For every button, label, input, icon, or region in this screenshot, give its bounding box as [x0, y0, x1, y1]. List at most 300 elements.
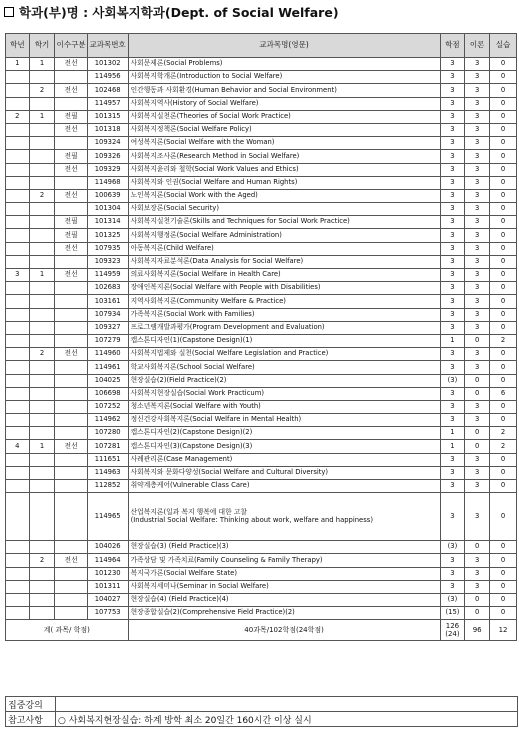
practice-cell: 0 [490, 295, 517, 308]
credit-cell: 3 [440, 308, 465, 321]
course-type-cell: 전필 [55, 229, 87, 242]
credit-cell: (3) [440, 374, 465, 387]
course-code-cell: 102468 [87, 84, 128, 97]
header-credit: 학점 [440, 34, 465, 58]
course-name-cell: 정신건강사회복지론(Social Welfare in Mental Health) [128, 414, 440, 427]
table-row [6, 137, 517, 150]
year-cell [6, 295, 30, 308]
credit-cell: 3 [440, 580, 465, 593]
course-name-cell: 지역사회복지론(Community Welfare & Practice) [128, 295, 440, 308]
course-code-cell: 106698 [87, 387, 128, 400]
intensive-lecture-value [56, 697, 518, 712]
header-year: 학년 [6, 34, 30, 58]
course-name-cell: 사회복지윤리와 철학(Social Work Values and Ethics) [128, 163, 440, 176]
course-type-cell [55, 414, 87, 427]
course-code-cell: 114957 [87, 97, 128, 110]
table-row [6, 58, 517, 71]
theory-cell: 3 [465, 400, 490, 413]
credit-cell: 3 [440, 453, 465, 466]
course-code-cell: 114963 [87, 466, 128, 479]
credit-cell: 3 [440, 84, 465, 97]
credit-cell: 3 [440, 137, 465, 150]
course-name-cell: 산업복지론(일과 복지 행복에 대한 고찰 (Industrial Social Welfare: Thinking about work, welfare and happiness) [128, 493, 440, 541]
course-code-cell: 114956 [87, 71, 128, 84]
year-cell [6, 242, 30, 255]
course-code-cell: 101318 [87, 123, 128, 136]
course-code-cell: 104026 [87, 541, 128, 554]
practice-cell: 0 [490, 216, 517, 229]
course-code-cell: 101311 [87, 580, 128, 593]
theory-cell: 3 [465, 137, 490, 150]
table-row [6, 580, 517, 593]
course-type-cell [55, 567, 87, 580]
semester-cell [29, 480, 55, 493]
course-name-cell: 현장실습(2)(Field Practice)(2) [128, 374, 440, 387]
credit-cell: 3 [440, 480, 465, 493]
semester-cell: 1 [29, 110, 55, 123]
course-name-cell: 사회복지와 문화다양성(Social Welfare and Cultural Diversity) [128, 466, 440, 479]
course-code-cell: 111651 [87, 453, 128, 466]
course-code-cell: 114965 [87, 493, 128, 541]
year-cell [6, 567, 30, 580]
course-code-cell: 101315 [87, 110, 128, 123]
course-code-cell: 109324 [87, 137, 128, 150]
course-name-cell: 사회복지행정론(Social Welfare Administration) [128, 229, 440, 242]
theory-cell: 3 [465, 414, 490, 427]
practice-cell: 0 [490, 567, 517, 580]
course-name-cell: 사회복지실천론(Theories of Social Work Practice) [128, 110, 440, 123]
practice-cell: 0 [490, 110, 517, 123]
course-type-cell [55, 308, 87, 321]
semester-cell [29, 229, 55, 242]
table-row [6, 607, 517, 620]
course-code-cell: 107753 [87, 607, 128, 620]
year-cell [6, 321, 30, 334]
theory-cell: 3 [465, 163, 490, 176]
table-row [6, 321, 517, 334]
practice-cell: 0 [490, 593, 517, 606]
course-type-cell [55, 427, 87, 440]
theory-cell: 3 [465, 110, 490, 123]
credit-cell: 3 [440, 189, 465, 202]
semester-cell: 2 [29, 189, 55, 202]
course-type-cell [55, 493, 87, 541]
course-type-cell [55, 480, 87, 493]
total-theory: 96 [465, 620, 490, 641]
course-code-cell: 109323 [87, 255, 128, 268]
credit-cell: 3 [440, 255, 465, 268]
theory-cell: 3 [465, 189, 490, 202]
theory-cell: 3 [465, 97, 490, 110]
table-row [6, 163, 517, 176]
course-type-cell: 전선 [55, 440, 87, 453]
credit-cell: 1 [440, 334, 465, 347]
table-row [6, 229, 517, 242]
practice-cell: 0 [490, 554, 517, 567]
year-cell [6, 84, 30, 97]
total-label: 계( 과목/ 학점) [6, 620, 129, 641]
course-code-cell: 107934 [87, 308, 128, 321]
credit-cell: (3) [440, 593, 465, 606]
table-row [6, 71, 517, 84]
course-name-cell: 복지국가론(Social Welfare State) [128, 567, 440, 580]
course-name-cell: 캡스톤디자인(1)(Capstone Design)(1) [128, 334, 440, 347]
practice-cell: 0 [490, 137, 517, 150]
theory-cell: 0 [465, 334, 490, 347]
credit-cell: 3 [440, 466, 465, 479]
year-cell [6, 189, 30, 202]
practice-cell: 0 [490, 255, 517, 268]
course-code-cell: 114962 [87, 414, 128, 427]
table-row [6, 374, 517, 387]
table-row [6, 295, 517, 308]
credit-cell: 3 [440, 414, 465, 427]
theory-cell: 3 [465, 580, 490, 593]
year-cell [6, 150, 30, 163]
table-row [6, 110, 517, 123]
practice-cell: 0 [490, 203, 517, 216]
credit-cell: (3) [440, 541, 465, 554]
practice-cell: 2 [490, 427, 517, 440]
practice-cell: 0 [490, 414, 517, 427]
intensive-lecture-label: 집중강의 [6, 697, 56, 712]
credit-cell: 3 [440, 123, 465, 136]
practice-cell: 0 [490, 374, 517, 387]
semester-cell [29, 176, 55, 189]
theory-cell: 3 [465, 216, 490, 229]
course-code-cell: 101325 [87, 229, 128, 242]
course-name-cell: 사회복지와 인권(Social Welfare and Human Rights) [128, 176, 440, 189]
practice-cell: 0 [490, 493, 517, 541]
course-name-cell: 캡스톤디자인(3)(Capstone Design)(3) [128, 440, 440, 453]
course-name-cell: 가족상담 및 가족치료(Family Counseling & Family Therapy) [128, 554, 440, 567]
table-row [6, 242, 517, 255]
year-cell [6, 414, 30, 427]
theory-cell: 3 [465, 348, 490, 361]
credit-cell: 3 [440, 97, 465, 110]
credit-cell: 3 [440, 282, 465, 295]
practice-cell: 0 [490, 84, 517, 97]
year-cell [6, 400, 30, 413]
year-cell: 2 [6, 110, 30, 123]
credit-cell: 3 [440, 163, 465, 176]
course-name-cell: 사회복지정책론(Social Welfare Policy) [128, 123, 440, 136]
year-cell: 3 [6, 269, 30, 282]
theory-cell: 3 [465, 203, 490, 216]
year-cell [6, 361, 30, 374]
course-code-cell: 107252 [87, 400, 128, 413]
page-title-text: 학과(부)명 : 사회복지학과(Dept. of Social Welfare) [19, 5, 339, 20]
course-name-cell: 가족복지론(Social Work with Families) [128, 308, 440, 321]
course-name-cell: 취약계층케어(Vulnerable Class Care) [128, 480, 440, 493]
table-row [6, 593, 517, 606]
semester-cell [29, 150, 55, 163]
semester-cell [29, 71, 55, 84]
course-type-cell [55, 361, 87, 374]
course-name-cell: 여성복지론(Social Welfare with the Woman) [128, 137, 440, 150]
semester-cell [29, 607, 55, 620]
header-course-code: 교과목번호 [87, 34, 128, 58]
header-theory: 이론 [465, 34, 490, 58]
course-code-cell: 109326 [87, 150, 128, 163]
theory-cell: 3 [465, 229, 490, 242]
year-cell [6, 137, 30, 150]
theory-cell: 3 [465, 480, 490, 493]
table-row [6, 123, 517, 136]
course-type-cell [55, 203, 87, 216]
course-code-cell: 114968 [87, 176, 128, 189]
course-type-cell [55, 137, 87, 150]
course-type-cell: 전선 [55, 189, 87, 202]
course-name-cell: 청소년복지론(Social Welfare with Youth) [128, 400, 440, 413]
semester-cell [29, 216, 55, 229]
semester-cell [29, 414, 55, 427]
practice-cell: 0 [490, 348, 517, 361]
header-course-name: 교과목명(영문) [128, 34, 440, 58]
theory-cell: 3 [465, 150, 490, 163]
theory-cell: 3 [465, 176, 490, 189]
practice-cell: 0 [490, 123, 517, 136]
year-cell [6, 453, 30, 466]
course-code-cell: 109329 [87, 163, 128, 176]
semester-cell [29, 427, 55, 440]
year-cell [6, 334, 30, 347]
course-code-cell: 112852 [87, 480, 128, 493]
practice-cell: 0 [490, 607, 517, 620]
theory-cell: 0 [465, 374, 490, 387]
course-code-cell: 114961 [87, 361, 128, 374]
header-semester: 학기 [29, 34, 55, 58]
year-cell [6, 348, 30, 361]
semester-cell [29, 567, 55, 580]
credit-cell: 3 [440, 176, 465, 189]
credit-cell: 3 [440, 348, 465, 361]
semester-cell [29, 453, 55, 466]
theory-cell: 3 [465, 308, 490, 321]
course-code-cell: 100639 [87, 189, 128, 202]
table-row [6, 387, 517, 400]
course-name-cell: 사회복지법제와 실천(Social Welfare Legislation and Practice) [128, 348, 440, 361]
year-cell [6, 71, 30, 84]
semester-cell [29, 541, 55, 554]
course-type-cell [55, 321, 87, 334]
year-cell [6, 123, 30, 136]
course-type-cell [55, 282, 87, 295]
theory-cell: 0 [465, 593, 490, 606]
curriculum-table [5, 33, 517, 641]
credit-cell: 3 [440, 361, 465, 374]
course-type-cell: 전선 [55, 554, 87, 567]
course-code-cell: 114960 [87, 348, 128, 361]
practice-cell: 0 [490, 361, 517, 374]
header-practice: 실습 [490, 34, 517, 58]
credit-cell: 3 [440, 203, 465, 216]
credit-cell: 3 [440, 295, 465, 308]
year-cell [6, 176, 30, 189]
semester-cell [29, 97, 55, 110]
course-type-cell [55, 334, 87, 347]
table-row [6, 189, 517, 202]
table-row [6, 216, 517, 229]
practice-cell: 0 [490, 269, 517, 282]
semester-cell: 1 [29, 58, 55, 71]
credit-cell: 3 [440, 216, 465, 229]
semester-cell: 1 [29, 440, 55, 453]
year-cell [6, 255, 30, 268]
year-cell [6, 387, 30, 400]
course-type-cell [55, 387, 87, 400]
course-type-cell [55, 374, 87, 387]
course-type-cell [55, 295, 87, 308]
course-name-cell: 사회복지현장실습(Social Work Practicum) [128, 387, 440, 400]
semester-cell [29, 334, 55, 347]
semester-cell [29, 361, 55, 374]
course-name-cell: 인간행동과 사회환경(Human Behavior and Social Environment) [128, 84, 440, 97]
semester-cell [29, 321, 55, 334]
year-cell [6, 427, 30, 440]
course-type-cell [55, 453, 87, 466]
theory-cell: 3 [465, 255, 490, 268]
course-type-cell: 전선 [55, 58, 87, 71]
practice-cell: 2 [490, 334, 517, 347]
year-cell [6, 282, 30, 295]
year-cell [6, 593, 30, 606]
course-name-cell: 사회복지실천기술론(Skills and Techniques for Social Work Practice) [128, 216, 440, 229]
semester-cell [29, 163, 55, 176]
course-name-cell: 사회복지자료분석론(Data Analysis for Social Welfare) [128, 255, 440, 268]
theory-cell: 3 [465, 84, 490, 97]
credit-cell: 3 [440, 554, 465, 567]
table-row [6, 541, 517, 554]
year-cell [6, 607, 30, 620]
semester-cell [29, 203, 55, 216]
course-type-cell [55, 71, 87, 84]
course-code-cell: 114964 [87, 554, 128, 567]
theory-cell: 3 [465, 453, 490, 466]
practice-cell: 0 [490, 71, 517, 84]
theory-cell: 0 [465, 541, 490, 554]
course-type-cell: 전필 [55, 150, 87, 163]
year-cell [6, 374, 30, 387]
year-cell [6, 541, 30, 554]
credit-cell: 3 [440, 387, 465, 400]
semester-cell [29, 387, 55, 400]
course-type-cell: 전필 [55, 110, 87, 123]
credit-cell: 3 [440, 150, 465, 163]
semester-cell: 2 [29, 348, 55, 361]
table-row [6, 493, 517, 541]
course-code-cell: 109327 [87, 321, 128, 334]
credit-cell: 3 [440, 242, 465, 255]
table-row [6, 255, 517, 268]
table-row [6, 440, 517, 453]
course-type-cell: 전선 [55, 242, 87, 255]
semester-cell [29, 295, 55, 308]
credit-cell: (15) [440, 607, 465, 620]
year-cell: 1 [6, 58, 30, 71]
credit-cell: 3 [440, 110, 465, 123]
semester-cell: 2 [29, 554, 55, 567]
table-row [6, 567, 517, 580]
year-cell: 4 [6, 440, 30, 453]
course-code-cell: 101302 [87, 58, 128, 71]
practice-cell: 0 [490, 480, 517, 493]
theory-cell: 3 [465, 361, 490, 374]
theory-cell: 3 [465, 58, 490, 71]
practice-cell: 0 [490, 229, 517, 242]
semester-cell [29, 374, 55, 387]
year-cell [6, 97, 30, 110]
year-cell [6, 493, 30, 541]
credit-cell: 1 [440, 427, 465, 440]
remarks-label: 참고사항 [6, 712, 56, 727]
square-bullet-icon [4, 7, 14, 17]
theory-cell: 0 [465, 440, 490, 453]
theory-cell: 3 [465, 269, 490, 282]
semester-cell [29, 137, 55, 150]
credit-cell: 3 [440, 567, 465, 580]
course-code-cell: 102683 [87, 282, 128, 295]
course-name-cell: 노인복지론(Social Work with the Aged) [128, 189, 440, 202]
credit-cell: 3 [440, 71, 465, 84]
table-row [6, 97, 517, 110]
semester-cell: 1 [29, 269, 55, 282]
semester-cell [29, 580, 55, 593]
course-code-cell: 101304 [87, 203, 128, 216]
theory-cell: 3 [465, 321, 490, 334]
semester-cell: 2 [29, 84, 55, 97]
practice-cell: 0 [490, 466, 517, 479]
course-name-cell: 아동복지론(Child Welfare) [128, 242, 440, 255]
course-name-cell: 현장종합실습(2)(Comprehensive Field Practice)(2) [128, 607, 440, 620]
practice-cell: 0 [490, 321, 517, 334]
course-code-cell: 107935 [87, 242, 128, 255]
course-code-cell: 107281 [87, 440, 128, 453]
theory-cell: 3 [465, 567, 490, 580]
semester-cell [29, 123, 55, 136]
course-name-cell: 의료사회복지론(Social Welfare in Health Care) [128, 269, 440, 282]
course-name-cell: 장애인복지론(Social Welfare with People with Disabilities) [128, 282, 440, 295]
practice-cell: 0 [490, 97, 517, 110]
table-row [6, 361, 517, 374]
table-row [6, 308, 517, 321]
course-type-cell: 전선 [55, 269, 87, 282]
total-credit: 126 (24) [440, 620, 465, 641]
practice-cell: 0 [490, 242, 517, 255]
course-code-cell: 104027 [87, 593, 128, 606]
credit-cell: 1 [440, 440, 465, 453]
practice-cell: 0 [490, 176, 517, 189]
course-name-cell: 현장실습(4) (Field Practice)(4) [128, 593, 440, 606]
course-name-cell: 사회복지역사(History of Social Welfare) [128, 97, 440, 110]
credit-cell: 3 [440, 229, 465, 242]
theory-cell: 3 [465, 123, 490, 136]
course-name-cell: 사회복지세미나(Seminar in Social Welfare) [128, 580, 440, 593]
theory-cell: 3 [465, 493, 490, 541]
semester-cell [29, 242, 55, 255]
course-type-cell [55, 593, 87, 606]
year-cell [6, 554, 30, 567]
course-name-cell: 사례관리론(Case Management) [128, 453, 440, 466]
table-row [6, 348, 517, 361]
credit-cell: 3 [440, 58, 465, 71]
course-type-cell: 전선 [55, 123, 87, 136]
course-type-cell [55, 466, 87, 479]
year-cell [6, 229, 30, 242]
practice-cell: 6 [490, 387, 517, 400]
course-code-cell: 101314 [87, 216, 128, 229]
course-type-cell [55, 607, 87, 620]
